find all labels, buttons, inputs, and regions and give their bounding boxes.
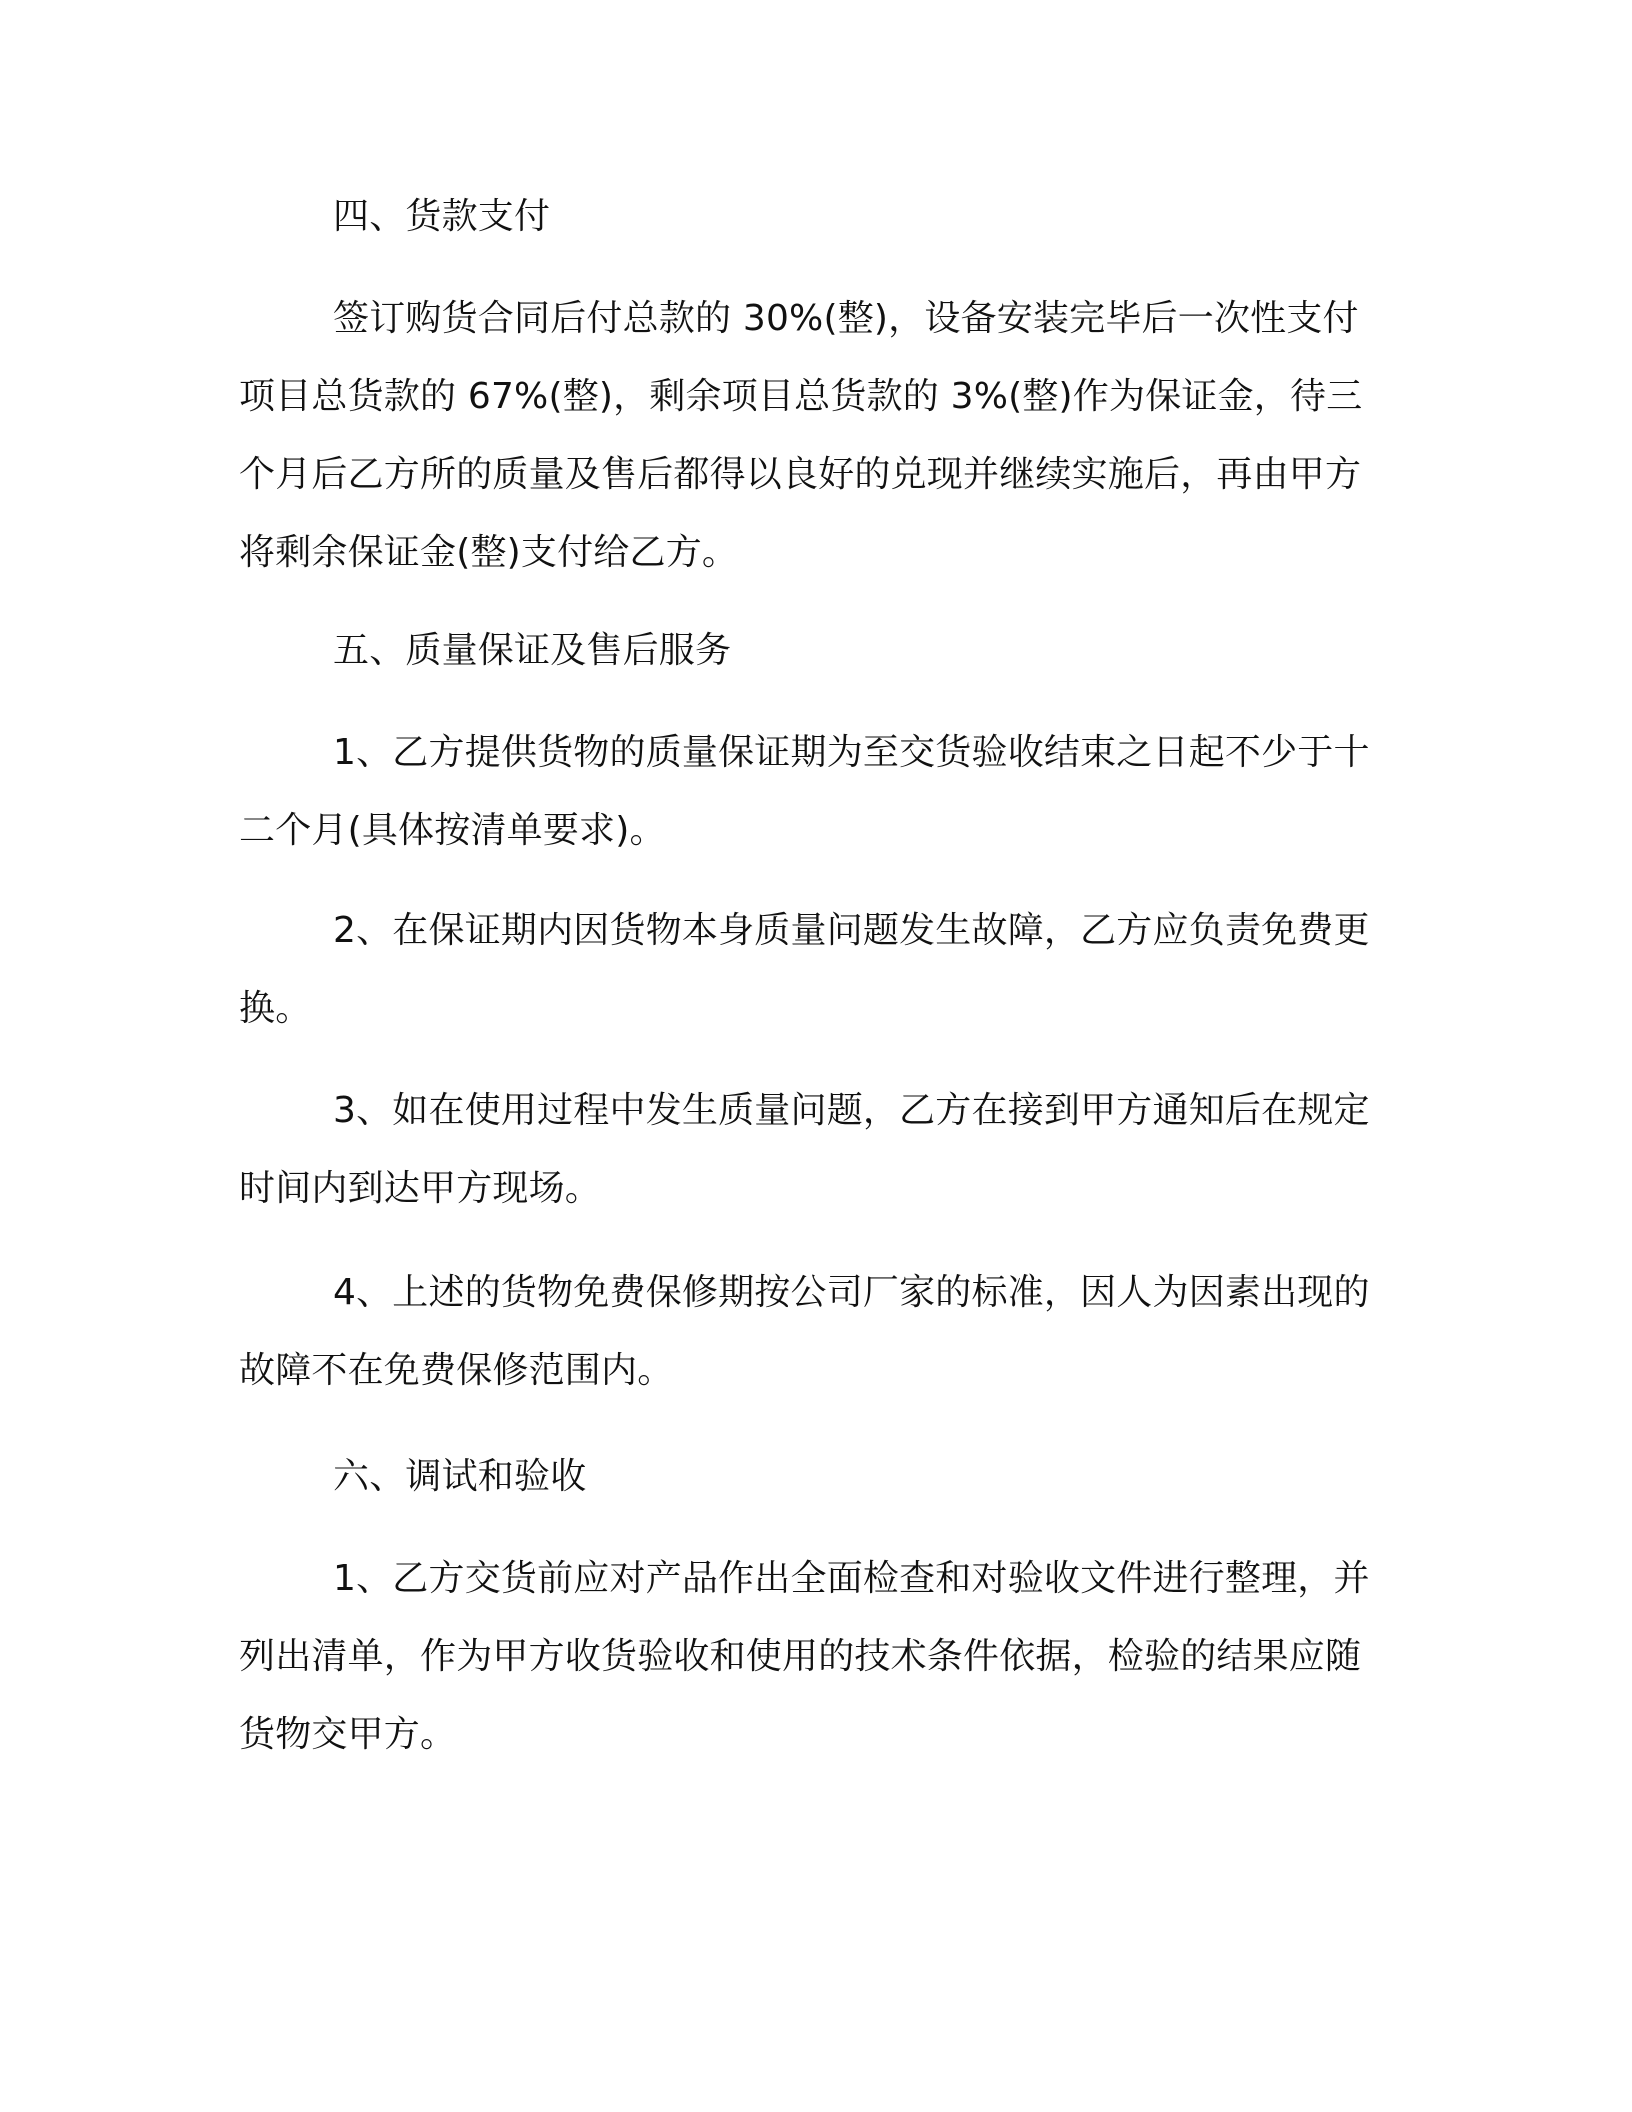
quality-clause-1: 1、乙方提供货物的质量保证期为至交货验收结束之日起不少于十二个月(具体按清单要求)。 — [239, 732, 1370, 851]
quality-clause-4: 4、上述的货物免费保修期按公司厂家的标准，因人为因素出现的故障不在免费保修范围内。 — [239, 1272, 1370, 1391]
payment-paragraph: 签订购货合同后付总款的 30%(整)，设备安装完毕后一次性支付项目总货款的 67%(整)，剩余项目总货款的 3%(整)作为保证金，待三个月后乙方所的质量及售后都得以良好的兑现并继续实施后，再由甲方将剩余保证金(整)支付给乙方。 — [239, 298, 1363, 573]
quality-clause-3: 3、如在使用过程中发生质量问题，乙方在接到甲方通知后在规定时间内到达甲方现场。 — [239, 1090, 1370, 1209]
acceptance-clause-1: 1、乙方交货前应对产品作出全面检查和对验收文件进行整理，并列出清单，作为甲方收货验收和使用的技术条件依据，检验的结果应随货物交甲方。 — [239, 1558, 1370, 1755]
section-heading-payment: 四、货款支付 — [333, 196, 551, 237]
quality-clause-2: 2、在保证期内因货物本身质量问题发生故障，乙方应负责免费更换。 — [239, 910, 1370, 1029]
section-heading-quality-service: 五、质量保证及售后服务 — [333, 630, 732, 671]
section-heading-debug-acceptance: 六、调试和验收 — [333, 1456, 587, 1497]
